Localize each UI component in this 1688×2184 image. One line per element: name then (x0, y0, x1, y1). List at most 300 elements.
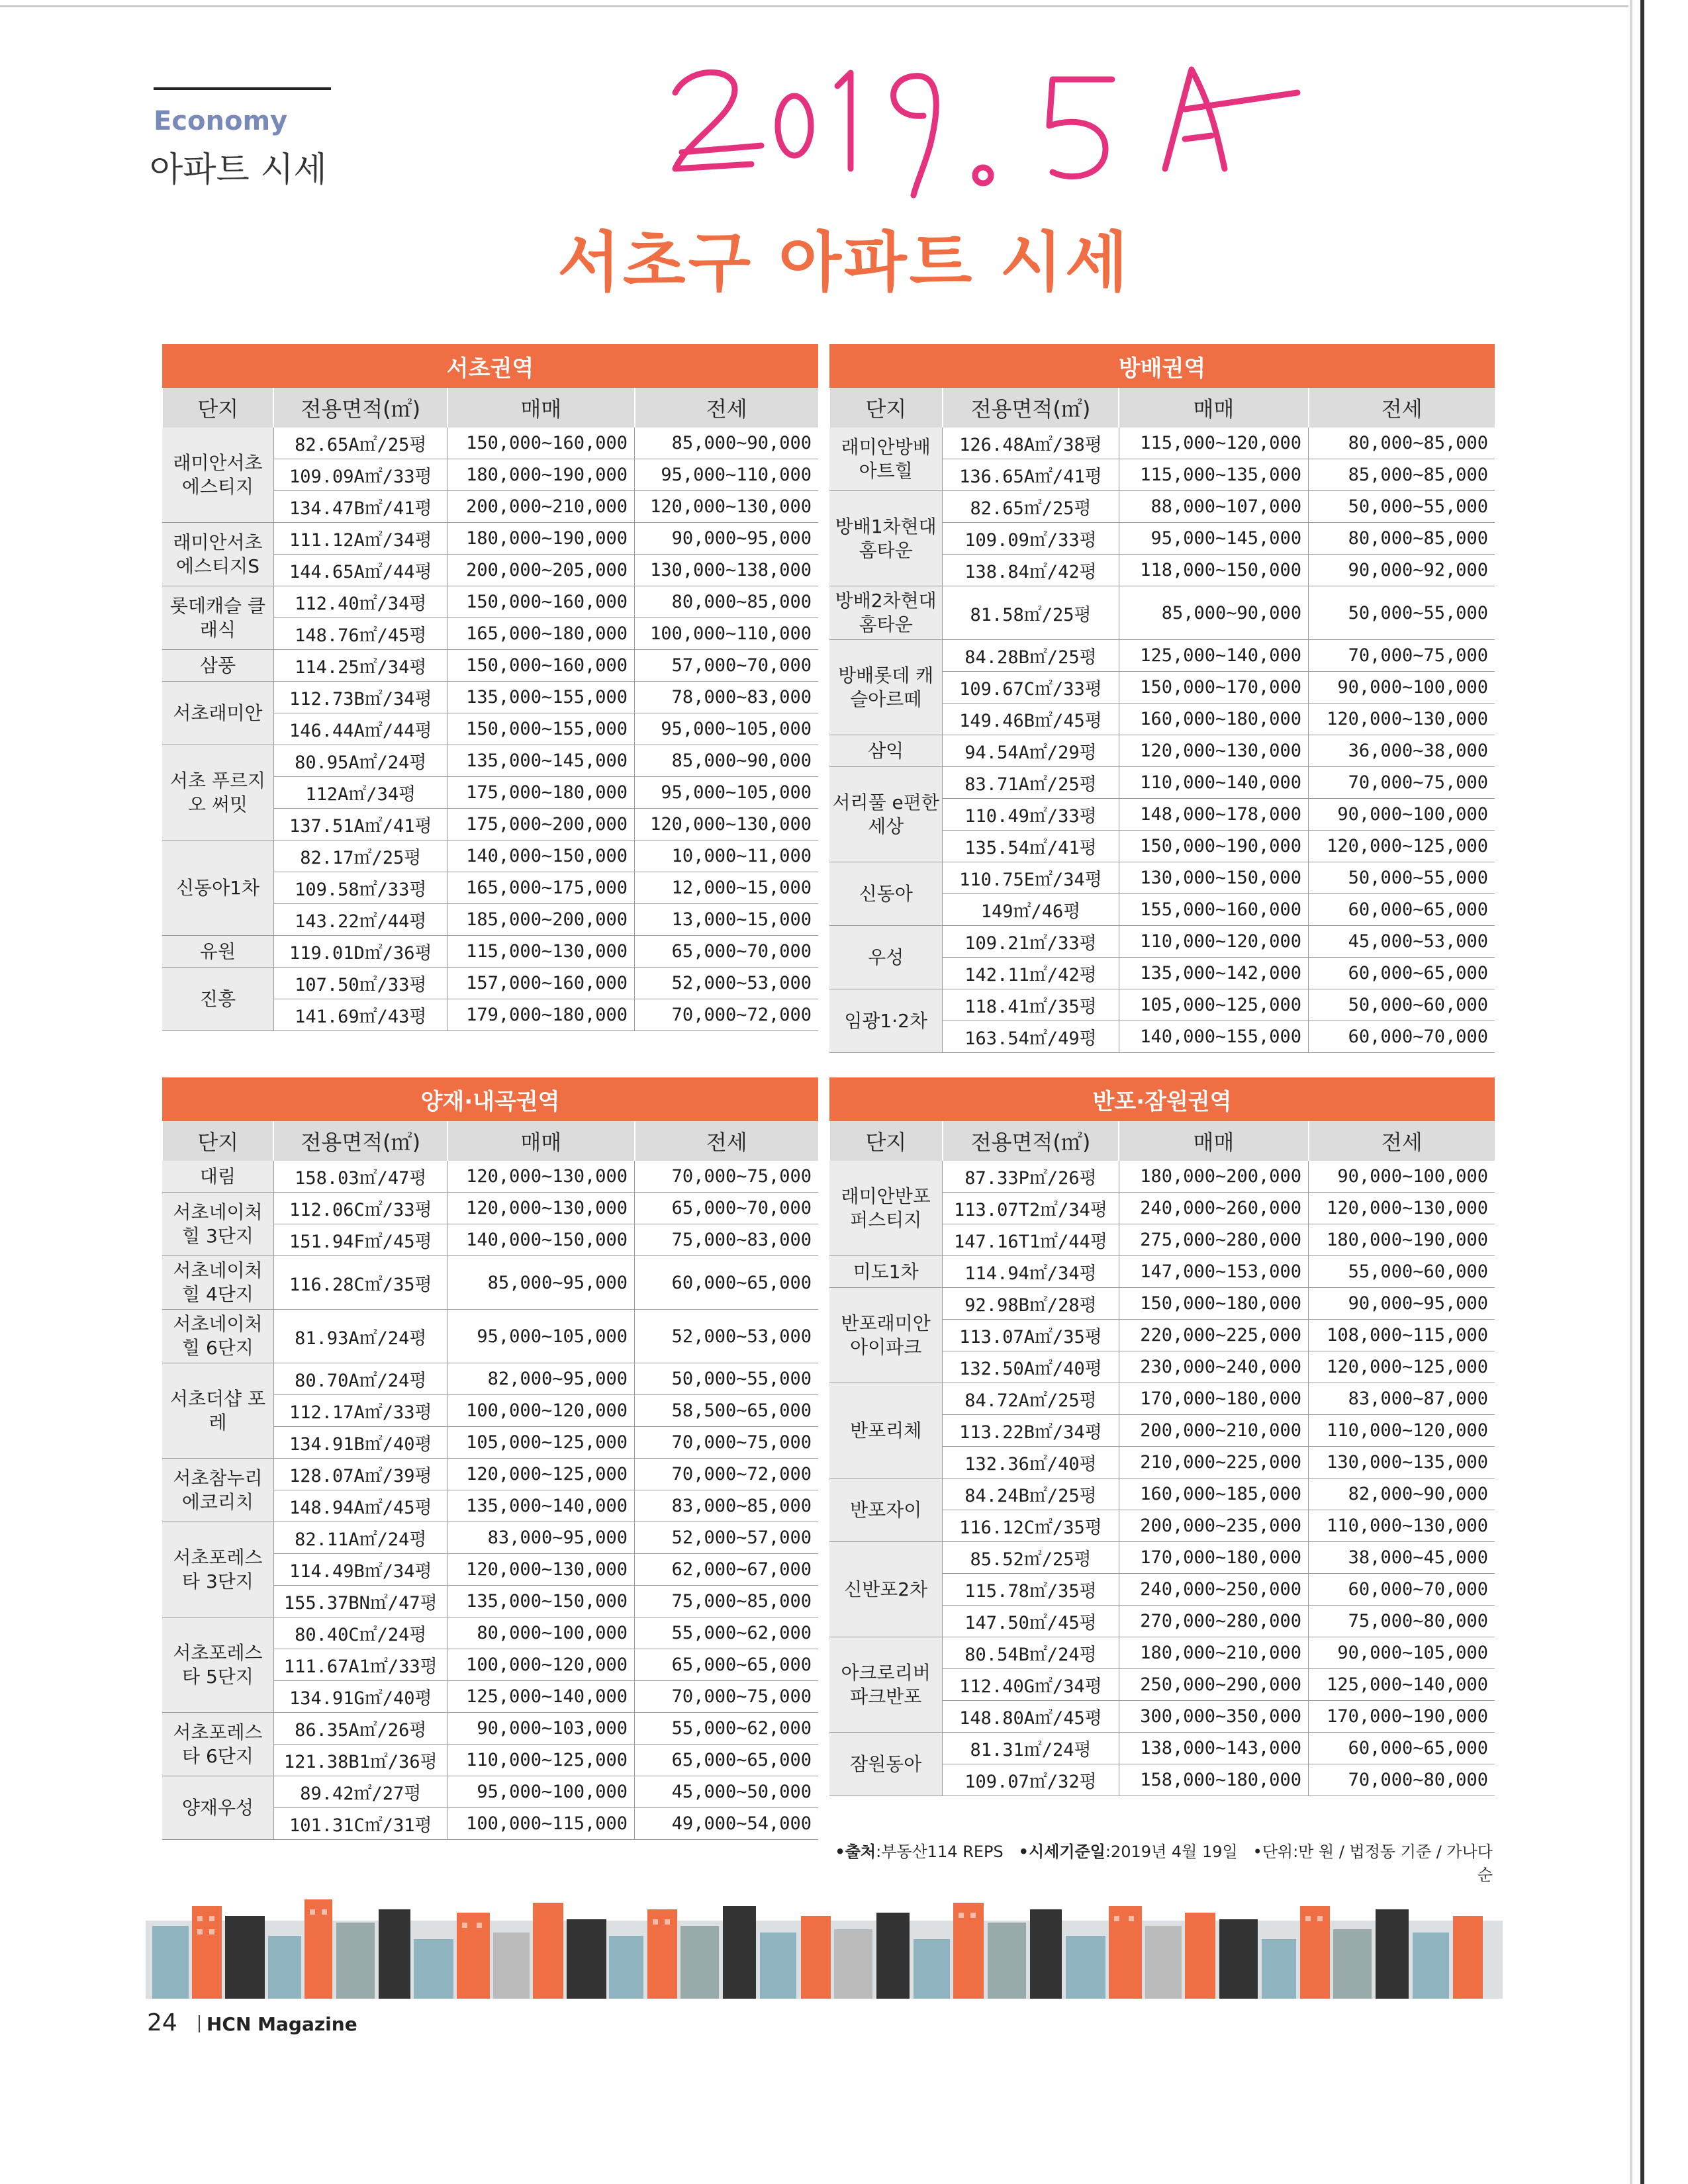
section-label-en: Economy (154, 106, 288, 136)
sale-price: 180,000~190,000 (447, 459, 634, 491)
jeonse-price: 55,000~62,000 (635, 1617, 819, 1649)
unit-area: 112.06C㎡/33평 (273, 1193, 447, 1224)
table-row (162, 586, 818, 618)
sale-price: 170,000~180,000 (1119, 1383, 1308, 1415)
sale-price: 150,000~180,000 (1119, 1288, 1308, 1320)
jeonse-price: 110,000~130,000 (1309, 1510, 1495, 1542)
jeonse-price: 70,000~75,000 (1309, 767, 1495, 799)
unit-area: 80.54B㎡/24평 (943, 1637, 1119, 1669)
jeonse-price: 50,000~55,000 (1309, 862, 1495, 894)
sale-price: 118,000~150,000 (1119, 555, 1308, 586)
page-edge (1630, 0, 1632, 2184)
column-header-complex: 단지 (829, 388, 943, 428)
unit-area: 110.75E㎡/34평 (943, 862, 1119, 894)
complex-name: 진흥 (162, 968, 273, 1031)
unit-area: 134.91B㎡/40평 (273, 1427, 447, 1459)
table-row (829, 1256, 1495, 1288)
price-table (829, 1077, 1495, 1796)
complex-name: 서리풀 e편한세상 (829, 767, 943, 862)
region-title: 방배권역 (829, 344, 1495, 388)
complex-name: 삼풍 (162, 650, 273, 682)
sale-price: 180,000~210,000 (1119, 1637, 1308, 1669)
unit-area: 115.78㎡/35평 (943, 1574, 1119, 1606)
sale-price: 160,000~180,000 (1119, 704, 1308, 735)
jeonse-price: 90,000~95,000 (1309, 1288, 1495, 1320)
complex-name: 미도1차 (829, 1256, 943, 1288)
jeonse-price: 70,000~75,000 (635, 1161, 819, 1193)
unit-area: 112.40㎡/34평 (273, 586, 447, 618)
sale-price: 200,000~235,000 (1119, 1510, 1308, 1542)
sale-price: 100,000~115,000 (447, 1808, 634, 1840)
sale-price: 180,000~200,000 (1119, 1161, 1308, 1193)
jeonse-price: 60,000~65,000 (1309, 1733, 1495, 1764)
table-row (829, 862, 1495, 894)
jeonse-price: 108,000~115,000 (1309, 1320, 1495, 1351)
sale-price: 185,000~200,000 (447, 904, 634, 936)
sale-price: 175,000~200,000 (447, 809, 634, 841)
unit-area: 107.50㎡/33평 (273, 968, 447, 999)
unit-note: •단위:만 원 / 법정동 기준 / 가나다 순 (1252, 1843, 1493, 1884)
jeonse-price: 125,000~140,000 (1309, 1669, 1495, 1701)
date-value: :2019년 4월 19일 (1105, 1843, 1238, 1861)
unit-area: 112.73B㎡/34평 (273, 682, 447, 713)
sale-price: 200,000~210,000 (447, 491, 634, 523)
table-row (829, 735, 1495, 767)
price-table (162, 1077, 818, 1840)
complex-name: 반포래미안 아이파크 (829, 1288, 943, 1383)
column-header-jeonse: 전세 (635, 1121, 819, 1161)
sale-price: 220,000~225,000 (1119, 1320, 1308, 1351)
unit-area: 109.67C㎡/33평 (943, 672, 1119, 704)
unit-area: 80.70A㎡/24평 (273, 1363, 447, 1395)
sale-price: 90,000~103,000 (447, 1713, 634, 1745)
table-row (829, 1733, 1495, 1764)
jeonse-price: 90,000~105,000 (1309, 1637, 1495, 1669)
unit-area: 94.54A㎡/29평 (943, 735, 1119, 767)
unit-area: 151.94F㎡/45평 (273, 1224, 447, 1256)
footnote (827, 1839, 1493, 1885)
jeonse-price: 70,000~72,000 (635, 999, 819, 1031)
jeonse-price: 130,000~138,000 (635, 555, 819, 586)
complex-name: 서초포레스타 6단지 (162, 1713, 273, 1776)
region-table-yangjae-naegok (162, 1077, 818, 1840)
sale-price: 300,000~350,000 (1119, 1701, 1308, 1733)
jeonse-price: 80,000~85,000 (1309, 428, 1495, 459)
sale-price: 120,000~130,000 (1119, 735, 1308, 767)
unit-area: 126.48A㎡/38평 (943, 428, 1119, 459)
complex-name: 롯데캐슬 클래식 (162, 586, 273, 650)
sale-price: 250,000~290,000 (1119, 1669, 1308, 1701)
sale-price: 165,000~175,000 (447, 872, 634, 904)
unit-area: 116.28C㎡/35평 (273, 1256, 447, 1310)
complex-name: 반포자이 (829, 1479, 943, 1542)
table-row (829, 1383, 1495, 1415)
unit-area: 113.07A㎡/35평 (943, 1320, 1119, 1351)
sale-price: 147,000~153,000 (1119, 1256, 1308, 1288)
table-row (162, 650, 818, 682)
table-row (829, 1288, 1495, 1320)
jeonse-price: 38,000~45,000 (1309, 1542, 1495, 1574)
column-header-jeonse: 전세 (1309, 388, 1495, 428)
column-header-sale: 매매 (1119, 1121, 1308, 1161)
sale-price: 150,000~190,000 (1119, 831, 1308, 862)
unit-area: 121.38B1㎡/36평 (273, 1745, 447, 1776)
jeonse-price: 52,000~53,000 (635, 1310, 819, 1363)
sale-price: 130,000~150,000 (1119, 862, 1308, 894)
jeonse-price: 90,000~100,000 (1309, 1161, 1495, 1193)
unit-area: 82.11A㎡/24평 (273, 1522, 447, 1554)
unit-area: 136.65A㎡/41평 (943, 459, 1119, 491)
jeonse-price: 62,000~67,000 (635, 1554, 819, 1586)
jeonse-price: 65,000~70,000 (635, 936, 819, 968)
unit-area: 80.40C㎡/24평 (273, 1617, 447, 1649)
unit-area: 149㎡/46평 (943, 894, 1119, 926)
unit-area: 82.65A㎡/25평 (273, 428, 447, 459)
unit-area: 89.42㎡/27평 (273, 1776, 447, 1808)
unit-area: 163.54㎡/49평 (943, 1021, 1119, 1053)
jeonse-price: 50,000~60,000 (1309, 989, 1495, 1021)
column-header-area: 전용면적(㎡) (943, 1121, 1119, 1161)
complex-name: 래미안서초 에스티지S (162, 523, 273, 586)
sale-price: 200,000~205,000 (447, 555, 634, 586)
unit-area: 101.31C㎡/31평 (273, 1808, 447, 1840)
complex-name: 서초포레스타 5단지 (162, 1617, 273, 1713)
table-row (162, 841, 818, 872)
unit-area: 143.22㎡/44평 (273, 904, 447, 936)
column-header-area: 전용면적(㎡) (273, 1121, 447, 1161)
jeonse-price: 130,000~135,000 (1309, 1447, 1495, 1479)
region-title: 서초권역 (162, 344, 818, 388)
unit-area: 148.94A㎡/45평 (273, 1490, 447, 1522)
sale-price: 135,000~155,000 (447, 682, 634, 713)
complex-name: 방배1차현대 홈타운 (829, 491, 943, 586)
top-rule (0, 5, 1628, 7)
table-row (829, 586, 1495, 640)
jeonse-price: 45,000~50,000 (635, 1776, 819, 1808)
sale-price: 115,000~120,000 (1119, 428, 1308, 459)
jeonse-price: 90,000~92,000 (1309, 555, 1495, 586)
unit-area: 116.12C㎡/35평 (943, 1510, 1119, 1542)
sale-price: 270,000~280,000 (1119, 1606, 1308, 1637)
jeonse-price: 82,000~90,000 (1309, 1479, 1495, 1510)
unit-area: 158.03㎡/47평 (273, 1161, 447, 1193)
table-row (162, 428, 818, 459)
jeonse-price: 50,000~55,000 (635, 1363, 819, 1395)
jeonse-price: 95,000~110,000 (635, 459, 819, 491)
unit-area: 83.71A㎡/25평 (943, 767, 1119, 799)
jeonse-price: 85,000~90,000 (635, 745, 819, 777)
unit-area: 147.50㎡/45평 (943, 1606, 1119, 1637)
complex-name: 서초네이처힐 4단지 (162, 1256, 273, 1310)
unit-area: 138.84㎡/42평 (943, 555, 1119, 586)
jeonse-price: 10,000~11,000 (635, 841, 819, 872)
jeonse-price: 120,000~130,000 (1309, 1193, 1495, 1224)
jeonse-price: 12,000~15,000 (635, 872, 819, 904)
unit-area: 119.01D㎡/36평 (273, 936, 447, 968)
unit-area: 113.07T2㎡/34평 (943, 1193, 1119, 1224)
unit-area: 80.95A㎡/24평 (273, 745, 447, 777)
unit-area: 118.41㎡/35평 (943, 989, 1119, 1021)
complex-name: 서초참누리 에코리치 (162, 1459, 273, 1522)
sale-price: 240,000~250,000 (1119, 1574, 1308, 1606)
unit-area: 148.80A㎡/45평 (943, 1701, 1119, 1733)
table-row (829, 926, 1495, 958)
complex-name: 우성 (829, 926, 943, 989)
table-row (829, 1637, 1495, 1669)
table-row (162, 1522, 818, 1554)
sale-price: 150,000~160,000 (447, 586, 634, 618)
unit-area: 112.40G㎡/34평 (943, 1669, 1119, 1701)
source-value: :부동산114 REPS (876, 1843, 1004, 1861)
sale-price: 200,000~210,000 (1119, 1415, 1308, 1447)
sale-price: 125,000~140,000 (1119, 640, 1308, 672)
jeonse-price: 170,000~190,000 (1309, 1701, 1495, 1733)
unit-area: 85.52㎡/25평 (943, 1542, 1119, 1574)
region-title: 반포·잠원권역 (829, 1077, 1495, 1121)
jeonse-price: 78,000~83,000 (635, 682, 819, 713)
unit-area: 81.93A㎡/24평 (273, 1310, 447, 1363)
table-row (829, 1542, 1495, 1574)
unit-area: 114.49B㎡/34평 (273, 1554, 447, 1586)
jeonse-price: 95,000~105,000 (635, 777, 819, 809)
table-row (162, 523, 818, 555)
sale-price: 110,000~120,000 (1119, 926, 1308, 958)
scan-edge (1640, 0, 1644, 2184)
table-row (829, 767, 1495, 799)
sale-price: 85,000~95,000 (447, 1256, 634, 1310)
sale-price: 240,000~260,000 (1119, 1193, 1308, 1224)
sale-price: 140,000~150,000 (447, 841, 634, 872)
sale-price: 120,000~130,000 (447, 1554, 634, 1586)
jeonse-price: 52,000~53,000 (635, 968, 819, 999)
unit-area: 137.51A㎡/41평 (273, 809, 447, 841)
sale-price: 148,000~178,000 (1119, 799, 1308, 831)
unit-area: 82.65㎡/25평 (943, 491, 1119, 523)
sale-price: 150,000~170,000 (1119, 672, 1308, 704)
sale-price: 110,000~140,000 (1119, 767, 1308, 799)
region-table-seocho (162, 344, 818, 1031)
unit-area: 86.35A㎡/26평 (273, 1713, 447, 1745)
page-number: 24 (147, 2009, 177, 2036)
unit-area: 109.09A㎡/33평 (273, 459, 447, 491)
sale-price: 140,000~150,000 (447, 1224, 634, 1256)
jeonse-price: 65,000~65,000 (635, 1745, 819, 1776)
unit-area: 142.11㎡/42평 (943, 958, 1119, 989)
sale-price: 180,000~190,000 (447, 523, 634, 555)
sale-price: 120,000~125,000 (447, 1459, 634, 1490)
page-title: 서초구 아파트 시세 (557, 225, 1131, 300)
jeonse-price: 85,000~85,000 (1309, 459, 1495, 491)
table-row (829, 428, 1495, 459)
magazine-name: HCN Magazine (199, 2013, 357, 2035)
complex-name: 대림 (162, 1161, 273, 1193)
table-row (829, 491, 1495, 523)
jeonse-price: 70,000~75,000 (635, 1427, 819, 1459)
complex-name: 서초네이처힐 6단지 (162, 1310, 273, 1363)
sale-price: 83,000~95,000 (447, 1522, 634, 1554)
unit-area: 144.65A㎡/44평 (273, 555, 447, 586)
table-row (162, 1713, 818, 1745)
price-table (162, 344, 818, 1031)
sale-price: 110,000~125,000 (447, 1745, 634, 1776)
table-row (829, 1161, 1495, 1193)
column-header-complex: 단지 (162, 1121, 273, 1161)
sale-price: 170,000~180,000 (1119, 1542, 1308, 1574)
jeonse-price: 60,000~65,000 (1309, 958, 1495, 989)
jeonse-price: 52,000~57,000 (635, 1522, 819, 1554)
jeonse-price: 57,000~70,000 (635, 650, 819, 682)
sale-price: 210,000~225,000 (1119, 1447, 1308, 1479)
column-header-sale: 매매 (447, 388, 634, 428)
sale-price: 135,000~140,000 (447, 1490, 634, 1522)
jeonse-price: 120,000~130,000 (635, 491, 819, 523)
column-header-area: 전용면적(㎡) (943, 388, 1119, 428)
jeonse-price: 45,000~53,000 (1309, 926, 1495, 958)
sale-price: 138,000~143,000 (1119, 1733, 1308, 1764)
complex-name: 반포리체 (829, 1383, 943, 1479)
complex-name: 서초포레스타 3단지 (162, 1522, 273, 1617)
sale-price: 95,000~100,000 (447, 1776, 634, 1808)
jeonse-price: 70,000~75,000 (635, 1681, 819, 1713)
unit-area: 112A㎡/34평 (273, 777, 447, 809)
section-label-ko: 아파트 시세 (150, 150, 327, 190)
source-label: •출처 (835, 1843, 876, 1861)
table-row (162, 1459, 818, 1490)
unit-area: 149.46B㎡/45평 (943, 704, 1119, 735)
section-rule (154, 87, 331, 90)
sale-price: 230,000~240,000 (1119, 1351, 1308, 1383)
unit-area: 141.69㎡/43평 (273, 999, 447, 1031)
unit-area: 114.94㎡/34평 (943, 1256, 1119, 1288)
region-title: 양재·내곡권역 (162, 1077, 818, 1121)
jeonse-price: 70,000~72,000 (635, 1459, 819, 1490)
sale-price: 88,000~107,000 (1119, 491, 1308, 523)
jeonse-price: 60,000~65,000 (635, 1256, 819, 1310)
unit-area: 92.98B㎡/28평 (943, 1288, 1119, 1320)
sale-price: 150,000~155,000 (447, 713, 634, 745)
table-row (162, 1256, 818, 1310)
jeonse-price: 110,000~120,000 (1309, 1415, 1495, 1447)
sale-price: 158,000~180,000 (1119, 1764, 1308, 1796)
complex-name: 삼익 (829, 735, 943, 767)
unit-area: 147.16T1㎡/44평 (943, 1224, 1119, 1256)
complex-name: 유원 (162, 936, 273, 968)
sale-price: 150,000~160,000 (447, 428, 634, 459)
unit-area: 132.36㎡/40평 (943, 1447, 1119, 1479)
complex-name: 래미안반포 퍼스티지 (829, 1161, 943, 1256)
jeonse-price: 60,000~65,000 (1309, 894, 1495, 926)
table-row (162, 1617, 818, 1649)
sale-price: 105,000~125,000 (447, 1427, 634, 1459)
column-header-jeonse: 전세 (635, 388, 819, 428)
unit-area: 84.28B㎡/25평 (943, 640, 1119, 672)
table-row (162, 968, 818, 999)
sale-price: 135,000~145,000 (447, 745, 634, 777)
jeonse-price: 90,000~100,000 (1309, 672, 1495, 704)
sale-price: 155,000~160,000 (1119, 894, 1308, 926)
jeonse-price: 50,000~55,000 (1309, 586, 1495, 640)
sale-price: 105,000~125,000 (1119, 989, 1308, 1021)
date-label: •시세기준일 (1018, 1843, 1105, 1861)
jeonse-price: 80,000~85,000 (635, 586, 819, 618)
sale-price: 165,000~180,000 (447, 618, 634, 650)
jeonse-price: 55,000~62,000 (635, 1713, 819, 1745)
table-row (162, 936, 818, 968)
jeonse-price: 75,000~83,000 (635, 1224, 819, 1256)
jeonse-price: 180,000~190,000 (1309, 1224, 1495, 1256)
unit-area: 128.07A㎡/39평 (273, 1459, 447, 1490)
sale-price: 85,000~90,000 (1119, 586, 1308, 640)
jeonse-price: 120,000~125,000 (1309, 831, 1495, 862)
sale-price: 175,000~180,000 (447, 777, 634, 809)
complex-name: 잠원동아 (829, 1733, 943, 1796)
unit-area: 84.72A㎡/25평 (943, 1383, 1119, 1415)
sale-price: 120,000~130,000 (447, 1193, 634, 1224)
jeonse-price: 83,000~87,000 (1309, 1383, 1495, 1415)
sale-price: 150,000~160,000 (447, 650, 634, 682)
unit-area: 84.24B㎡/25평 (943, 1479, 1119, 1510)
price-table (829, 344, 1495, 1053)
unit-area: 135.54㎡/41평 (943, 831, 1119, 862)
column-header-area: 전용면적(㎡) (273, 388, 447, 428)
jeonse-price: 70,000~80,000 (1309, 1764, 1495, 1796)
table-row (829, 1479, 1495, 1510)
complex-name: 아크로리버 파크반포 (829, 1637, 943, 1733)
jeonse-price: 80,000~85,000 (1309, 523, 1495, 555)
complex-name: 신동아1차 (162, 841, 273, 936)
table-row (162, 682, 818, 713)
unit-area: 111.67A1㎡/33평 (273, 1649, 447, 1681)
jeonse-price: 60,000~70,000 (1309, 1574, 1495, 1606)
sale-price: 160,000~185,000 (1119, 1479, 1308, 1510)
sale-price: 120,000~130,000 (447, 1161, 634, 1193)
sale-price: 135,000~150,000 (447, 1586, 634, 1617)
unit-area: 134.91G㎡/40평 (273, 1681, 447, 1713)
unit-area: 132.50A㎡/40평 (943, 1351, 1119, 1383)
jeonse-price: 36,000~38,000 (1309, 735, 1495, 767)
sale-price: 115,000~130,000 (447, 936, 634, 968)
unit-area: 110.49㎡/33평 (943, 799, 1119, 831)
jeonse-price: 90,000~95,000 (635, 523, 819, 555)
unit-area: 148.76㎡/45평 (273, 618, 447, 650)
complex-name: 임광1·2차 (829, 989, 943, 1053)
jeonse-price: 55,000~60,000 (1309, 1256, 1495, 1288)
unit-area: 82.17㎡/25평 (273, 841, 447, 872)
complex-name: 신동아 (829, 862, 943, 926)
jeonse-price: 120,000~125,000 (1309, 1351, 1495, 1383)
sale-price: 100,000~120,000 (447, 1649, 634, 1681)
complex-name: 신반포2차 (829, 1542, 943, 1637)
complex-name: 서초래미안 (162, 682, 273, 745)
unit-area: 155.37BN㎡/47평 (273, 1586, 447, 1617)
jeonse-price: 85,000~90,000 (635, 428, 819, 459)
complex-name: 래미안방배 아트힐 (829, 428, 943, 491)
region-table-bangbae (829, 344, 1495, 1053)
unit-area: 114.25㎡/34평 (273, 650, 447, 682)
table-row (829, 640, 1495, 672)
jeonse-price: 70,000~75,000 (1309, 640, 1495, 672)
unit-area: 109.21㎡/33평 (943, 926, 1119, 958)
unit-area: 109.09㎡/33평 (943, 523, 1119, 555)
table-row (829, 989, 1495, 1021)
table-row (162, 1776, 818, 1808)
jeonse-price: 90,000~100,000 (1309, 799, 1495, 831)
column-header-jeonse: 전세 (1309, 1121, 1495, 1161)
table-row (162, 1363, 818, 1395)
sale-price: 115,000~135,000 (1119, 459, 1308, 491)
table-row (162, 1193, 818, 1224)
complex-name: 방배2차현대 홈타운 (829, 586, 943, 640)
